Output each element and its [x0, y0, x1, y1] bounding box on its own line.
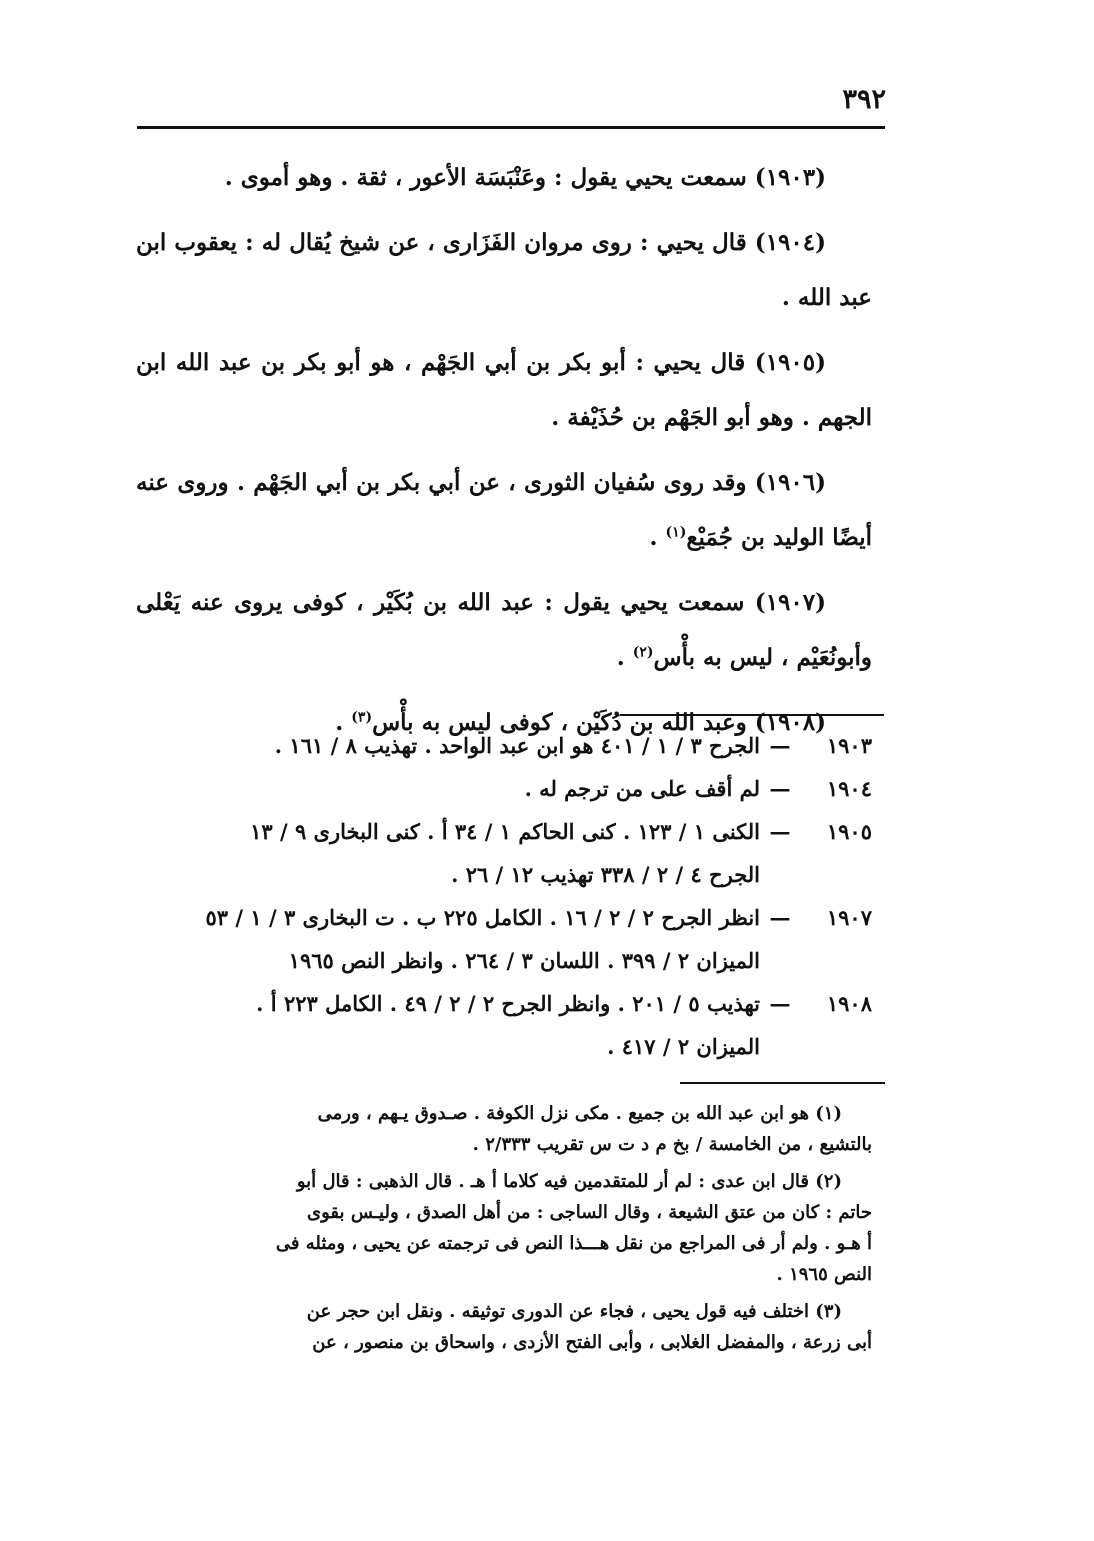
reference-line: لم أقف على من ترجم له . — [524, 776, 760, 801]
header-rule — [137, 126, 885, 129]
footnote-2 — [136, 1166, 872, 1290]
footnote-marker: (٢) — [632, 644, 654, 661]
reference-text — [136, 724, 760, 767]
reference-number: ١٩٠٨ — [826, 991, 872, 1016]
references-rule — [620, 714, 884, 716]
page-number: ٣٩٢ — [842, 84, 886, 115]
entry-text: (١٩٠٤) قال يحيي : روى مروان الفَزَارى ، عن شيخ يُقال له : يعقوب ابن عبد الله . — [136, 229, 872, 311]
footnote-line: (١) هو ابن عبد الله بن جميع . مكى نزل الكوفة . صـدوق يـهم ، ورمى — [317, 1103, 842, 1124]
reference-text — [136, 810, 760, 896]
reference-line: الجرح ٤ / ٢ / ٣٣٨ تهذيب ١٢ / ٢٦ . — [451, 862, 760, 887]
reference-dash: — — [769, 819, 791, 844]
footnote-line: أبى زرعة ، والمفضل الغلابى ، وأبى الفتح الأزدى ، واسحاق بن منصور ، عن — [312, 1332, 872, 1353]
footnote-line: بالتشيع ، من الخامسة / بخ م د ت س تقريب ٢/٣٣٣ . — [472, 1134, 872, 1155]
footnote-1 — [136, 1098, 872, 1160]
footnote-line: النص ١٩٦٥ . — [776, 1264, 872, 1285]
reference-number: ١٩٠٤ — [826, 776, 872, 801]
footnote-marker: (١) — [665, 524, 687, 541]
reference-number: ١٩٠٧ — [826, 905, 872, 930]
reference-dash: — — [769, 733, 791, 758]
reference-text — [136, 982, 760, 1068]
footnote-line: (٢) قال ابن عدى : لم أر للمتقدمين فيه كلاما أ هـ . قال الذهبى : قال أبو — [296, 1171, 842, 1192]
reference-1907 — [136, 896, 872, 982]
entry-end: . — [616, 644, 633, 671]
entry-text: (١٩٠٦) وقد روى سُفيان الثورى ، عن أبي بكر بن أبي الجَهْم . وروى عنه أيضًا الوليد بن جُمَيْع — [136, 469, 872, 551]
entry-1904 — [136, 215, 872, 325]
reference-line: الميزان ٢ / ٤١٧ . — [607, 1034, 760, 1059]
reference-line: تهذيب ٥ / ٢٠١ . وانظر الجرح ٢ / ٢ / ٤٩ . الكامل ٢٢٣ أ . — [256, 991, 760, 1016]
entry-1907 — [136, 575, 872, 685]
reference-text — [136, 767, 760, 810]
entry-1903 — [136, 150, 872, 205]
reference-1904 — [136, 767, 872, 810]
footnote-marker: (٣) — [351, 709, 373, 726]
reference-number: ١٩٠٣ — [826, 733, 872, 758]
reference-text — [136, 896, 760, 982]
reference-dash: — — [769, 991, 791, 1016]
reference-line: الجرح ٣ / ١ / ٤٠١ هو ابن عبد الواحد . تهذيب ٨ / ١٦١ . — [274, 733, 760, 758]
footnotes — [136, 1098, 872, 1364]
entry-text: (١٩٠٧) سمعت يحيي يقول : عبد الله بن بُكَيْر ، كوفى يروى عنه يَعْلى وأبونُعَيْم ، ليس به بأْس — [136, 589, 872, 671]
entry-end: . — [649, 524, 666, 551]
footnote-line: (٣) اختلف فيه قول يحيى ، فجاء عن الدورى توثيقه . ونقل ابن حجر عن — [306, 1301, 842, 1322]
footnote-3 — [136, 1296, 872, 1358]
entry-1905 — [136, 335, 872, 445]
reference-number: ١٩٠٥ — [826, 819, 872, 844]
reference-1903 — [136, 724, 872, 767]
entry-text: (١٩٠٥) قال يحيي : أبو بكر بن أبي الجَهْم ، هو أبو بكر بن عبد الله ابن الجهم . وهو أبو الجَهْم بن حُذَيْفة . — [136, 349, 872, 431]
entry-1906 — [136, 455, 872, 565]
reference-dash: — — [769, 905, 791, 930]
reference-line: الميزان ٢ / ٣٩٩ . اللسان ٣ / ٢٦٤ . وانظر النص ١٩٦٥ — [288, 948, 760, 973]
entry-end: . — [335, 709, 352, 736]
reference-line: الكنى ١ / ١٢٣ . كنى الحاكم ١ / ٣٤ أ . كنى البخارى ٩ / ١٣ — [250, 819, 760, 844]
entry-text: (١٩٠٣) سمعت يحيي يقول : وعَنْبَسَة الأعور ، ثقة . وهو أموى . — [224, 164, 826, 191]
footnotes-rule — [680, 1082, 885, 1084]
narration-entries — [136, 150, 872, 760]
footnote-line: أ هـو . ولم أر فى المراجع من نقل هـــذا النص فى ترجمته عن يحيى ، ومثله فى — [275, 1233, 872, 1254]
reference-dash: — — [769, 776, 791, 801]
source-references — [136, 724, 872, 1068]
entry-text: (١٩٠٨) وعبد الله بن دُكَيْن ، كوفى ليس به بأْس — [372, 709, 826, 736]
footnote-line: حاتم : كان من عتق الشيعة ، وقال الساجى : من أهل الصدق ، وليـس بقوى — [307, 1202, 872, 1223]
reference-1905 — [136, 810, 872, 896]
reference-line: انظر الجرح ٢ / ٢ / ١٦ . الكامل ٢٢٥ ب . ت البخارى ٣ / ١ / ٥٣ — [205, 905, 760, 930]
reference-1908 — [136, 982, 872, 1068]
